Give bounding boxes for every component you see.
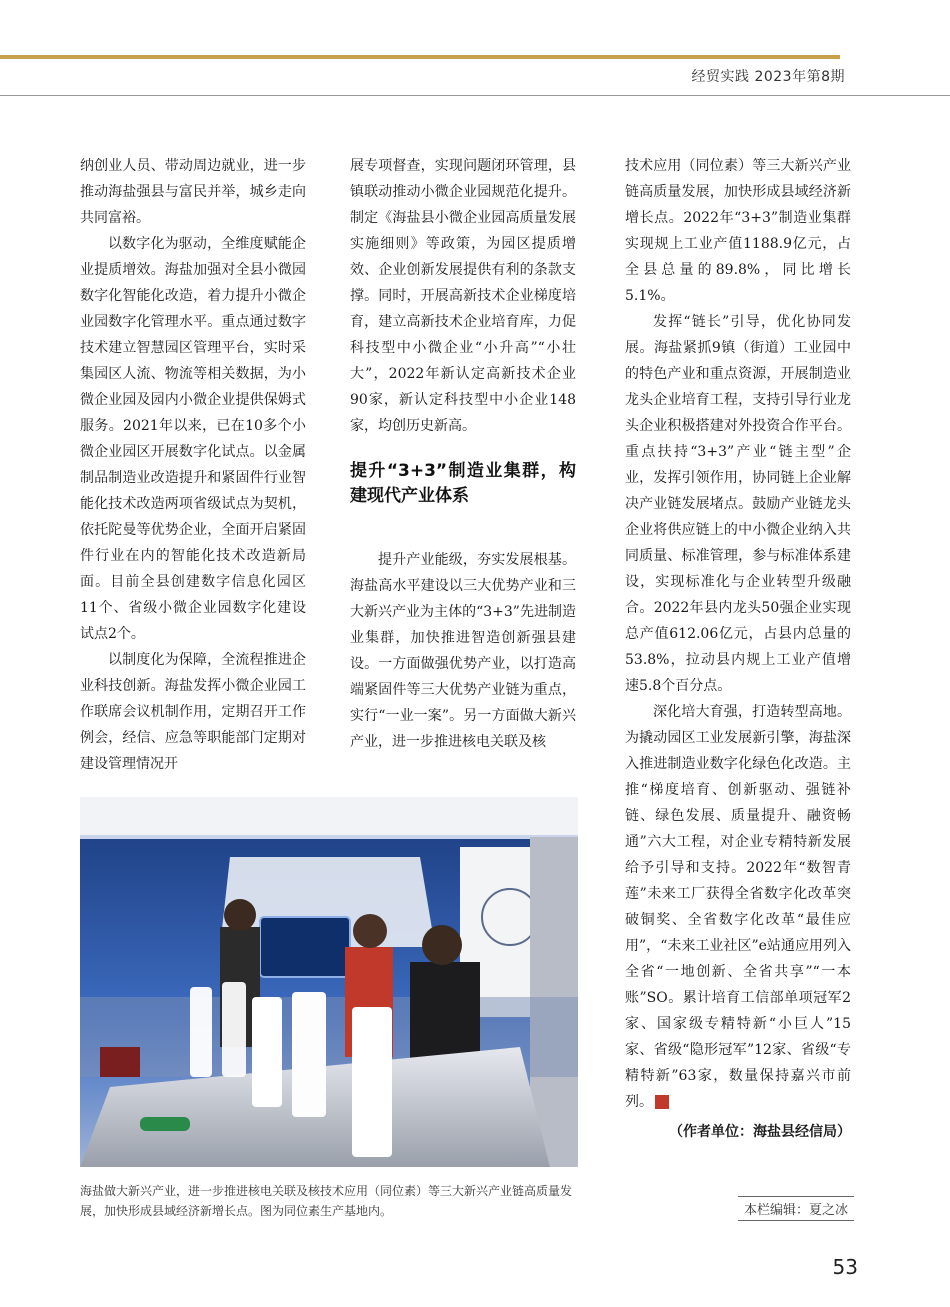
paragraph-text: 深化培大育强，打造转型高地。为撬动园区工业发展新引擎，海盐深入推进制造业数字化绿色化改造。主推“梯度培育、创新驱动、强链补链、绿色发展、质量提升、融资畅通”六大工程，对企业专精特新发展给予引导和支持。2022年“数智青莲”未来工厂获得全省数字化改革突破铜奖、全省数字化改革“最佳应用”，“未来工业社区”e站通应用列入全省“一地创新、全省共享”“一本账”SO。累计培育工信部单项冠军2家、国家级专精特新“小巨人”15家、省级“隐形冠军”12家、省级“专精特新”63家，数量保持嘉兴市前列。 — [625, 704, 851, 1110]
running-head: 经贸实践 2023年第8期 — [691, 69, 845, 85]
paragraph: 以数字化为驱动，全维度赋能企业提质增效。海盐加强对全县小微园数字化智能化改造，着力提升小微企业园数字化管理水平。重点通过数字技术建立智慧园区管理平台，实时采集园区人流、物流等相关数据，为小微企业园及园内小微企业提供保姆式服务。2021年以来，已在10多个小微企业园区开展数字化试点。以金属制品制造业改造提升和紧固件行业智能化技术改造两项省级试点为契机，依托陀曼等优势企业，全面开启紧固件行业在内的智能化技术改造新局面。目前全县创建数字信息化园区11个、省级小微企业园数字化建设试点2个。 — [80, 236, 306, 642]
article-photo — [80, 797, 578, 1167]
header-gold-rule — [0, 55, 840, 59]
paragraph: 技术应用（同位素）等三大新兴产业链高质量发展，加快形成县域经济新增长点。2022年“3+3”制造业集群实现规上工业产值1188.9亿元，占全县总量的89.8%，同比增长5.1%。 — [625, 158, 851, 304]
photo-illustration — [80, 797, 578, 1167]
column-editor: 本栏编辑：夏之冰 — [738, 1196, 854, 1221]
text-column-2 — [350, 153, 576, 755]
paragraph: 纳创业人员、带动周边就业，进一步推动海盐强县与富民并举，城乡走向共同富裕。 — [80, 158, 306, 226]
section-heading: 提升“3+3”制造业集群，构建现代产业体系 — [350, 461, 576, 506]
page-number: 53 — [832, 1255, 858, 1279]
paragraph: 以制度化为保障，全流程推进企业科技创新。海盐发挥小微企业园工作联席会议机制作用，定期召开工作例会，经信、应急等职能部门定期对建设管理情况开 — [80, 652, 306, 772]
photo-caption: 海盐做大新兴产业，进一步推进核电关联及核技术应用（同位素）等三大新兴产业链高质量发展，加快形成县域经济新增长点。图为同位素生产基地内。 — [80, 1184, 573, 1218]
text-column-3 — [625, 153, 851, 1145]
paragraph — [625, 699, 851, 1115]
paragraph: 提升产业能级，夯实发展根基。海盐高水平建设以三大优势产业和三大新兴产业为主体的“3+3”先进制造业集群，加快推进智造创新强县建设。一方面做强优势产业，以打造高端紧固件等三大优势产业链为重点，实行“一业一案”。另一方面做大新兴产业，进一步推进核电关联及核 — [350, 552, 576, 750]
end-mark-icon: 经 — [655, 1095, 669, 1109]
header-divider — [0, 95, 950, 96]
paragraph: 展专项督查，实现问题闭环管理，县镇联动推动小微企业园规范化提升。制定《海盐县小微企业园高质量发展实施细则》等政策，为园区提质增效、企业创新发展提供有利的条款支撑。同时，开展高新技术企业梯度培育，建立高新技术企业培育库，力促科技型中小微企业“小升高”“小壮大”，2022年新认定高新技术企业90家，新认定科技型中小企业148家，均创历史新高。 — [350, 158, 576, 434]
paragraph: 发挥“链长”引导，优化协同发展。海盐紧抓9镇（街道）工业园中的特色产业和重点资源，开展制造业龙头企业培育工程，支持引导行业龙头企业积极搭建对外投资合作平台。重点扶持“3+3”产业“链主型”企业，发挥引领作用，协同链上企业解决产业链发展堵点。鼓励产业链龙头企业将供应链上的中小微企业纳入共同质量、标准管理，参与标准体系建设，实现标准化与企业转型升级融合。2022年县内龙头50强企业实现总产值612.06亿元，占县内总量的53.8%，拉动县内规上工业产值增速5.8个百分点。 — [625, 314, 851, 694]
text-column-1 — [80, 153, 306, 777]
author-affiliation: （作者单位：海盐县经信局） — [669, 1124, 851, 1140]
